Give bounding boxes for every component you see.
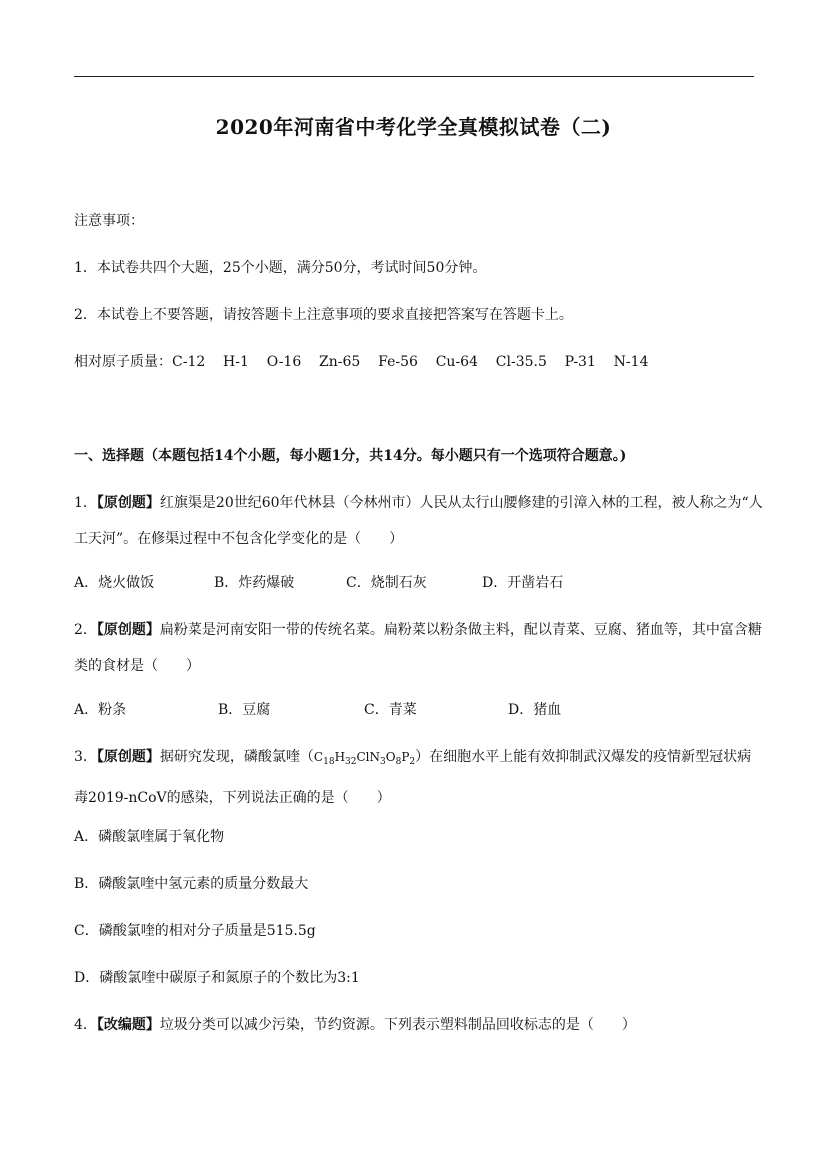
formula-c-count: 18 (323, 757, 335, 767)
question-4-text: 垃圾分类可以减少污染，节约资源。下列表示塑料制品回收标志的是（ ） (159, 1017, 636, 1033)
atomic-mass-line: 相对原子质量：C-12 H-1 O-16 Zn-65 Fe-56 Cu-64 Cl-35.5 P-31 N-14 (74, 354, 649, 370)
question-1-text: 红旗渠是20世纪60年代林县（今林州市）人民从太行山腰修建的引漳入林的工程，被人称之为“人工天河”。在修渠过程中不包含化学变化的是（ ） (74, 495, 763, 547)
formula-cln: ClN (356, 750, 381, 764)
formula-h-count: 32 (345, 757, 357, 767)
question-1-option-a: A．烧火做饭 (74, 575, 155, 591)
question-3-text-after: ）在细胞水平上能有效抑制武汉爆发的疫情新型冠状病毒2019-nCoV的感染，下列说法正确的是（ ） (74, 749, 752, 806)
question-2 (74, 612, 764, 684)
formula-o: O (385, 750, 396, 764)
formula-n-count: 3 (380, 757, 386, 767)
question-3-text-before: 据研究发现，磷酸氯喹（ (159, 749, 314, 765)
chemical-formula (313, 750, 416, 767)
question-2-text: 扁粉菜是河南安阳一带的传统名菜。扁粉菜以粉条做主料，配以青菜、豆腐、猪血等，其中富含糖类的食材是（ ） (74, 622, 762, 674)
question-3-tag: 【原创题】 (96, 749, 160, 765)
question-3 (74, 739, 764, 816)
question-1 (74, 485, 764, 557)
question-3-option-d: D．磷酸氯喹中碳原子和氮原子的个数比为3:1 (74, 970, 360, 986)
notes-heading: 注意事项： (74, 213, 144, 229)
question-2-tag: 【原创题】 (96, 622, 160, 638)
formula-o-count: 8 (395, 757, 402, 767)
question-2-option-a: A．粉条 (74, 702, 127, 718)
question-3-option-a: A．磷酸氯喹属于氧化物 (74, 829, 225, 845)
question-4-tag: 【改编题】 (96, 1017, 160, 1033)
question-1-option-b: B．炸药爆破 (214, 575, 295, 591)
question-4 (74, 1015, 636, 1035)
section-1-heading: 一、选择题（本题包括14个小题，每小题1分，共14分。每小题只有一个选项符合题意。) (74, 448, 627, 464)
question-2-number: 2． (74, 622, 97, 638)
question-1-option-d: D．开凿岩石 (482, 575, 564, 591)
question-2-option-b: B．豆腐 (218, 702, 271, 718)
formula-h: H (334, 750, 346, 764)
formula-c: C (313, 750, 324, 764)
question-1-tag: 【原创题】 (96, 495, 160, 511)
notes-item-2: 2．本试卷上不要答题，请按答题卡上注意事项的要求直接把答案写在答题卡上。 (74, 307, 573, 323)
question-4-number: 4． (74, 1017, 97, 1033)
question-3-option-c: C．磷酸氯喹的相对分子质量是515.5g (74, 923, 316, 939)
notes-item-1: 1．本试卷共四个大题，25个小题，满分50分，考试时间50分钟。 (74, 260, 487, 276)
header-rule (74, 76, 754, 77)
question-2-option-c: C．青菜 (364, 702, 417, 718)
formula-p: P (401, 750, 410, 764)
question-2-option-d: D．猪血 (508, 702, 562, 718)
formula-p-count: 2 (409, 757, 416, 767)
question-1-number: 1． (74, 495, 97, 511)
question-1-option-c: C．烧制石灰 (346, 575, 427, 591)
question-3-number: 3． (74, 749, 97, 765)
page-title: 2020年河南省中考化学全真模拟试卷（二) (215, 115, 612, 139)
question-3-option-b: B．磷酸氯喹中氢元素的质量分数最大 (74, 876, 309, 892)
